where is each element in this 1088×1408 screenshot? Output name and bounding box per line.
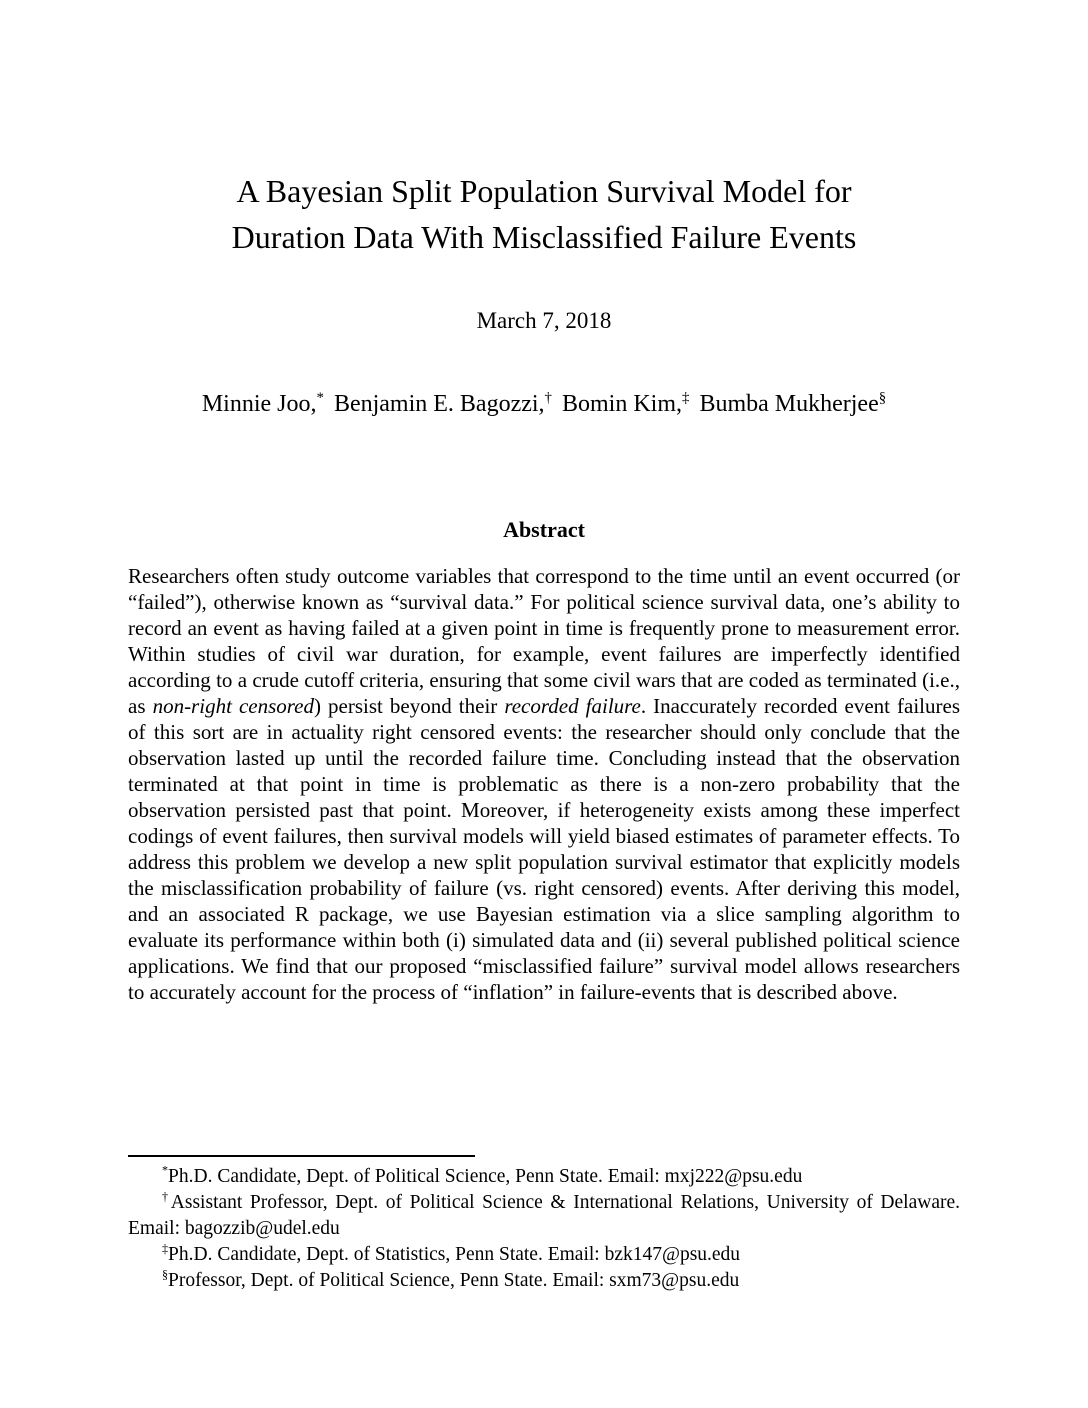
author-2-footnote-mark: † (544, 390, 552, 406)
footnote-4 (128, 1268, 960, 1294)
author-line (0, 388, 1088, 421)
author-1-footnote-mark: * (316, 390, 324, 406)
author-3-name: Bomin Kim, (561, 391, 682, 417)
footnote-rule (128, 1155, 475, 1157)
footnote-1-mark: * (162, 1163, 169, 1178)
footnote-2-mark: † (162, 1189, 171, 1204)
paper-title (0, 168, 1088, 260)
paper-title-line-2: Duration Data With Misclassified Failure Events (231, 219, 857, 255)
abstract-segment-4-italic: recorded failure (504, 694, 641, 718)
footnote-3-text: Ph.D. Candidate, Dept. of Statistics, Penn State. Email: bzk147@psu.edu (168, 1244, 741, 1265)
abstract-segment-3: ) persist beyond their (313, 694, 505, 718)
author-2-name: Benjamin E. Bagozzi, (333, 391, 545, 417)
author-1 (202, 391, 324, 417)
paper-title-line-1: A Bayesian Split Population Survival Model for (236, 173, 852, 209)
footnote-2-text: Assistant Professor, Dept. of Political Science & International Relations, University of Delaware. Email: bagozzib@udel.edu (128, 1192, 960, 1239)
paper-date: March 7, 2018 (476, 308, 612, 333)
author-3 (562, 391, 689, 417)
footnote-3-mark: ‡ (162, 1241, 169, 1256)
author-1-name: Minnie Joo, (201, 391, 317, 417)
author-4-footnote-mark: § (878, 390, 887, 406)
author-2 (334, 391, 552, 417)
abstract-text (128, 563, 960, 1005)
footnote-2 (128, 1190, 960, 1242)
footnote-4-mark: § (162, 1267, 169, 1282)
abstract-segment-1: Researchers often study outcome variables that correspond to the time until an event occurred (or “failed”), otherwise known as “survival data.” For political science survival data, one’s ability to record an event as having failed at a given point in time is frequently prone to measurement error. Within studies of civil war duration, for example, event failures are imperfectly identified according to a crude cutoff criteria, ensuring that some civil wars that are coded as terminated (i.e., as (128, 564, 960, 718)
footnote-1-text: Ph.D. Candidate, Dept. of Political Science, Penn State. Email: mxj222@psu.edu (168, 1166, 803, 1187)
abstract-segment-5: . Inaccurately recorded event failures of this sort are in actuality right censored events: the researcher should only conclude that the observation lasted up until the recorded failure time. Concluding instead that the observation terminated at that point in time is problematic as there is a non-zero probability that the observation persisted past that point. Moreover, if heterogeneity exists among these imperfect codings of event failures, then survival models will yield biased estimates of parameter effects. To address this problem we develop a new split population survival estimator that explicitly models the misclassification probability of failure (vs. right censored) events. After deriving this model, and an associated R package, we use Bayesian estimation via a slice sampling algorithm to evaluate its performance within both (i) simulated data and (ii) several published political science applications. We find that our proposed “misclassified failure” survival model allows researchers to accurately account for the process of “inflation” in failure-events that is described above. (128, 694, 961, 1004)
footnote-4-text: Professor, Dept. of Political Science, Penn State. Email: sxm73@psu.edu (168, 1270, 740, 1291)
abstract-segment-2-italic: non-right censored (152, 694, 314, 718)
author-4 (699, 391, 886, 417)
author-4-name: Bumba Mukherjee (699, 391, 879, 417)
author-3-footnote-mark: ‡ (682, 390, 690, 406)
abstract-heading: Abstract (503, 517, 585, 542)
footnote-1 (128, 1164, 960, 1190)
footnote-area (128, 1155, 960, 1294)
footnote-3 (128, 1242, 960, 1268)
